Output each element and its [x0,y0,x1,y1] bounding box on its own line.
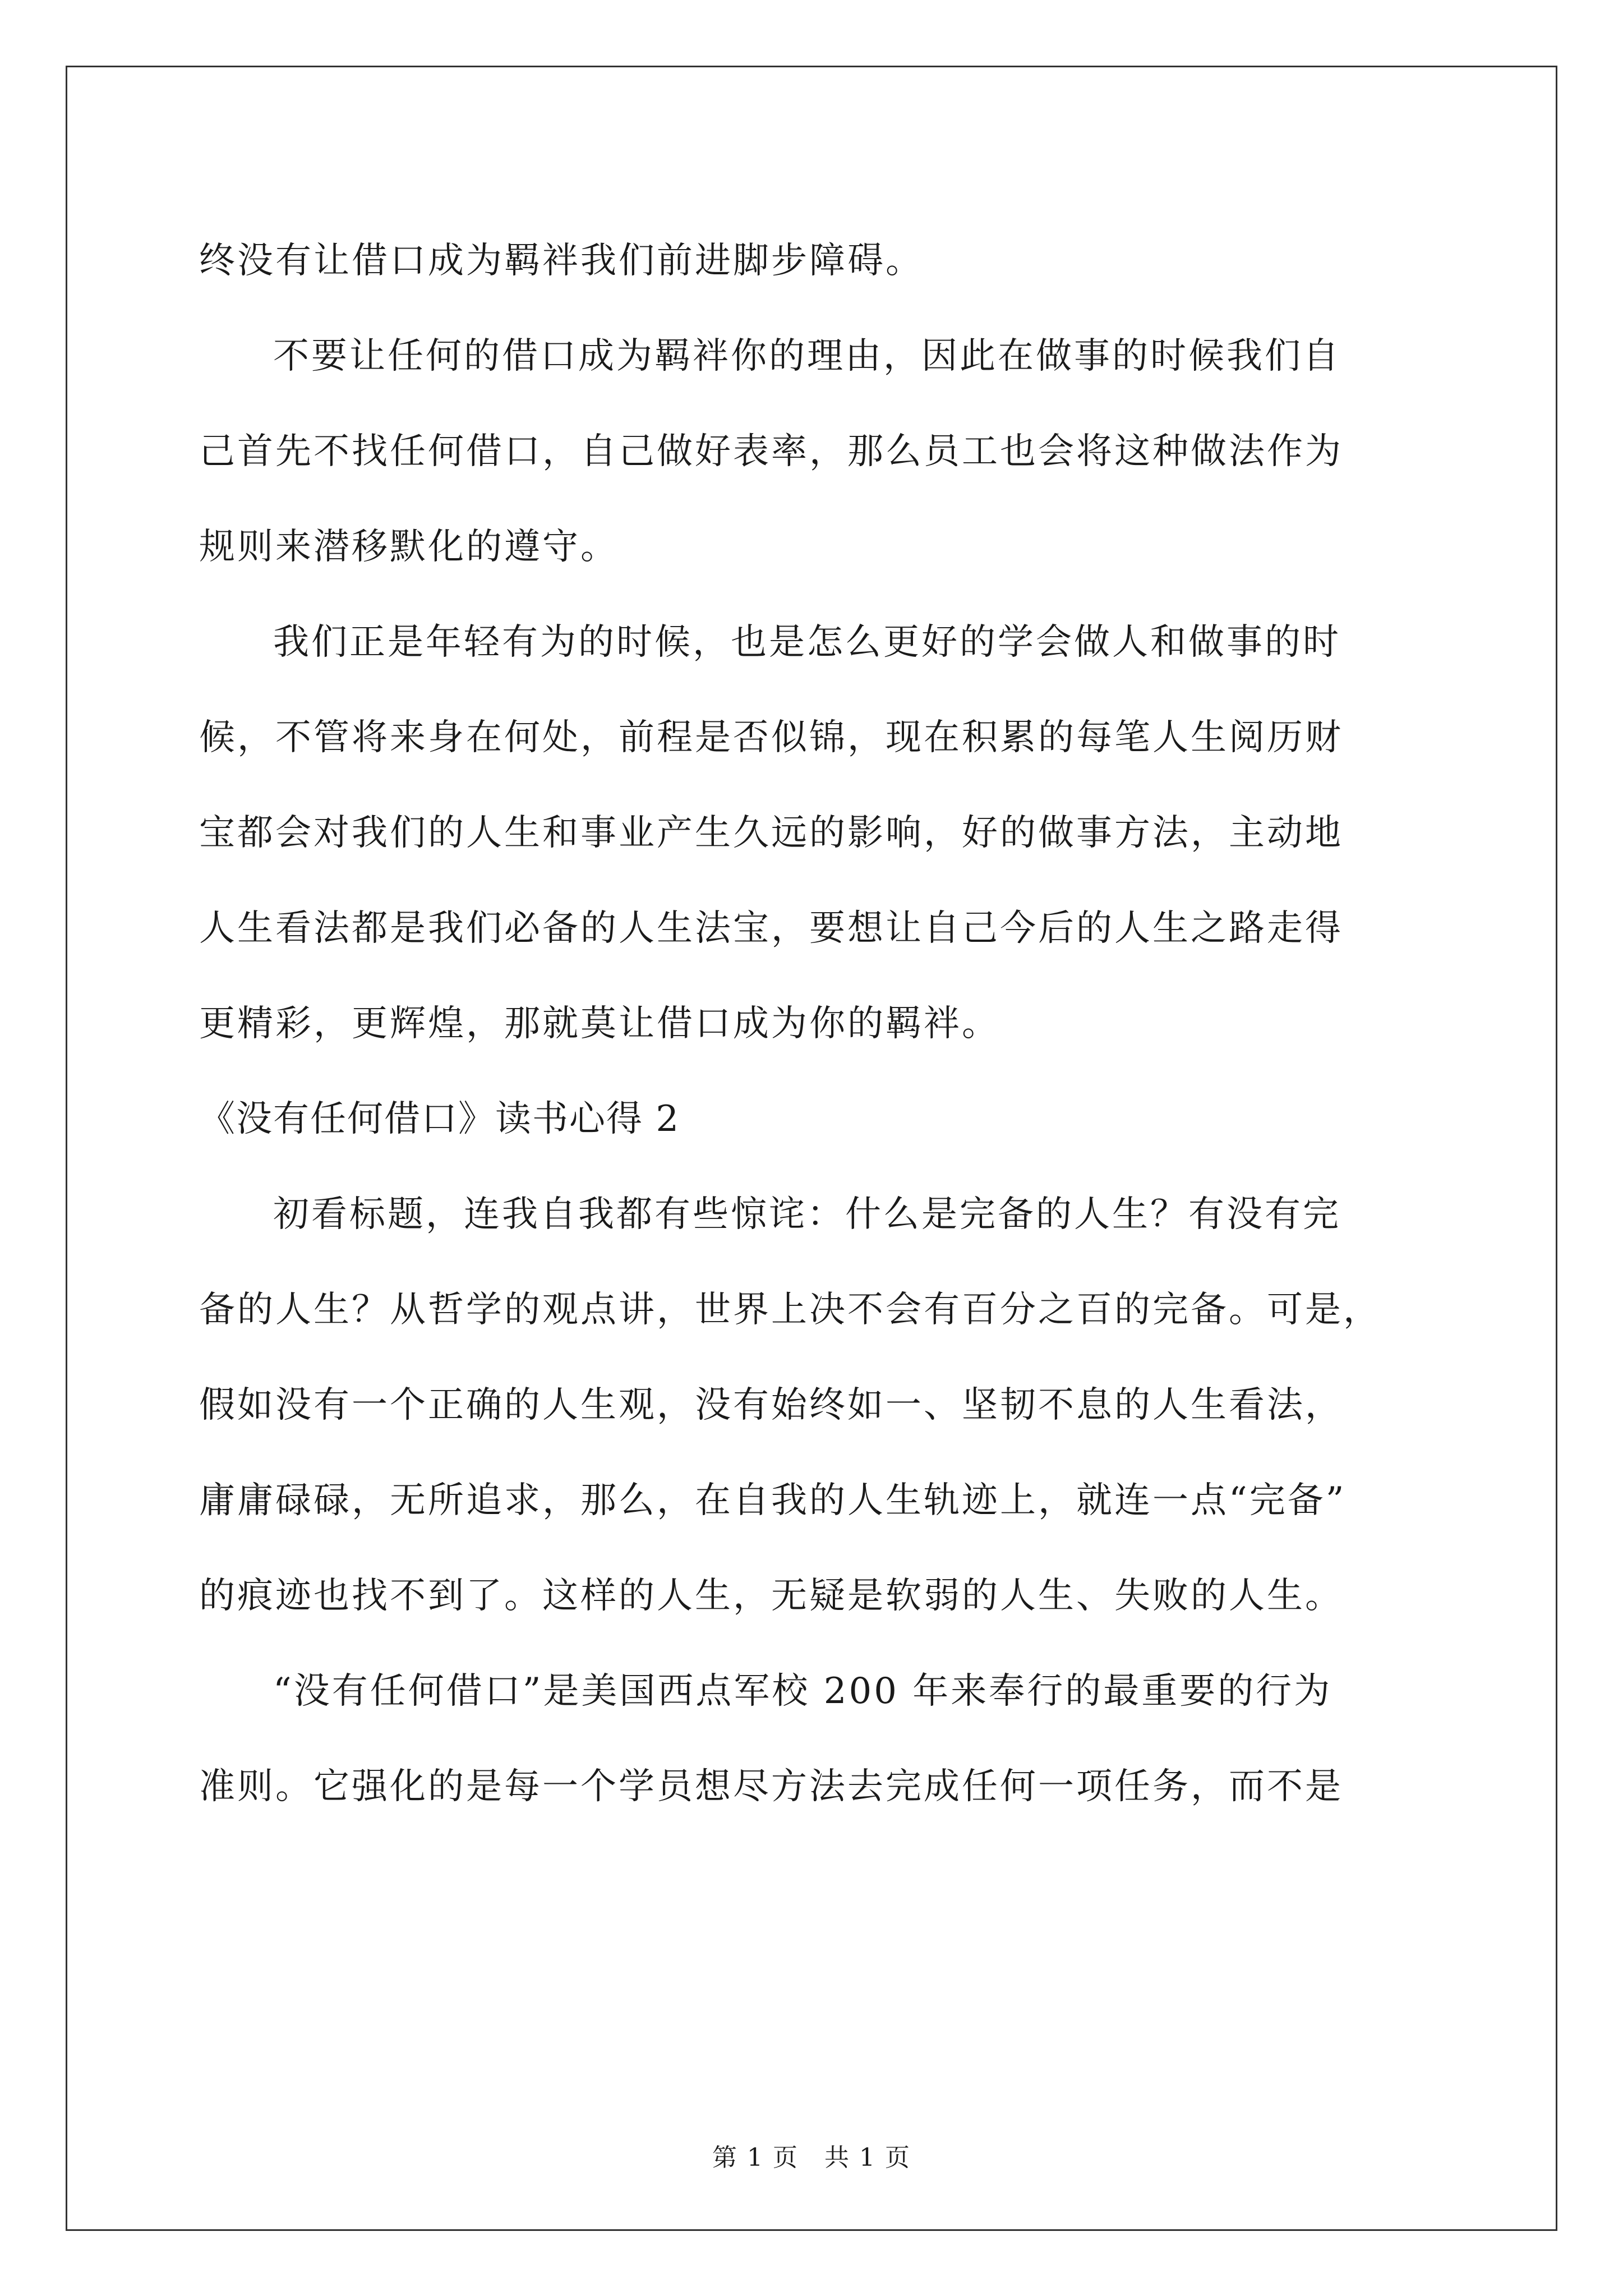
text-line: 不要让任何的借口成为羁袢你的理由，因此在做事的时候我们自 [273,335,1341,377]
text-line: 规则来潜移默化的遵守。 [199,526,619,568]
text-line: 终没有让借口成为羁袢我们前进脚步障碍。 [199,240,924,282]
text-line: 备的人生？从哲学的观点讲，世界上决不会有百分之百的完备。可是， [199,1289,1381,1331]
text-line: 候，不管将来身在何处，前程是否似锦，现在积累的每笔人生阅历财 [199,717,1343,758]
text-line: 己首先不找任何借口，自己做好表率，那么员工也会将这种做法作为 [199,431,1343,472]
text-line: 我们正是年轻有为的时候，也是怎么更好的学会做人和做事的时 [273,622,1341,663]
text-line: 人生看法都是我们必备的人生法宝，要想让自己今后的人生之路走得 [199,908,1343,949]
text-line: 的痕迹也找不到了。这样的人生，无疑是软弱的人生、失败的人生。 [199,1575,1343,1617]
page-number-footer: 第 1 页 共 1 页 [712,2143,911,2172]
text-line: 宝都会对我们的人生和事业产生久远的影响，好的做事方法，主动地 [199,812,1343,854]
text-line: 准则。它强化的是每一个学员想尽方法去完成任何一项任务，而不是 [199,1766,1343,1807]
text-line: 假如没有一个正确的人生观，没有始终如一、坚韧不息的人生看法， [199,1384,1343,1426]
text-line: 初看标题，连我自我都有些惊诧：什么是完备的人生？有没有完 [273,1194,1341,1235]
section-heading: 《没有任何借口》读书心得 2 [199,1098,680,1140]
text-line: 庸庸碌碌，无所追求，那么，在自我的人生轨迹上，就连一点“完备” [199,1480,1347,1521]
document-body [199,213,1433,1834]
text-line: “没有任何借口”是美国西点军校 200 年来奉行的最重要的行为 [273,1671,1332,1712]
text-line: 更精彩，更辉煌，那就莫让借口成为你的羁袢。 [199,1003,1000,1045]
